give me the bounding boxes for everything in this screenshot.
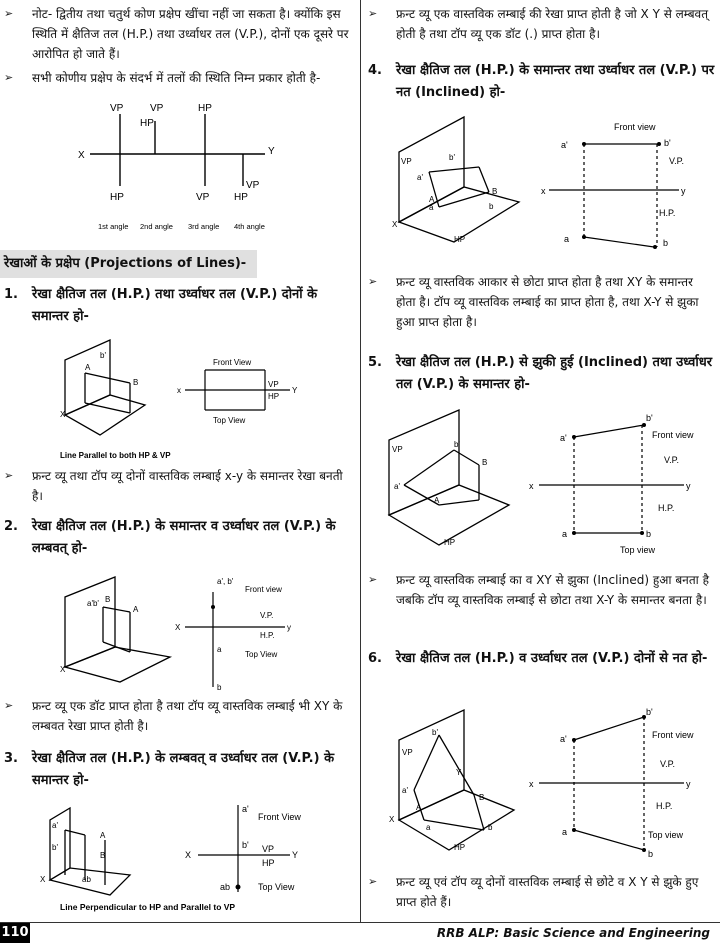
svg-text:a: a (562, 827, 568, 837)
svg-text:B: B (133, 378, 139, 387)
svg-text:Y: Y (292, 386, 298, 395)
y-label: Y (268, 146, 275, 157)
vp-label: VP (110, 103, 124, 114)
svg-text:VP: VP (268, 380, 279, 389)
hp-label: HP (110, 192, 124, 203)
svg-text:y: y (686, 481, 691, 491)
svg-text:B: B (105, 595, 111, 604)
svg-text:b': b' (432, 728, 438, 737)
angle-caption: 4th angle (234, 222, 265, 231)
svg-text:A: A (85, 363, 91, 372)
book-title: RRB ALP: Basic Science and Engineering (436, 926, 710, 940)
svg-text:b: b (663, 238, 669, 248)
svg-text:V.P.: V.P. (260, 611, 274, 620)
svg-text:b: b (488, 823, 493, 832)
svg-text:b: b (648, 849, 654, 859)
svg-text:a: a (564, 234, 570, 244)
arrow-bullet-icon: ➢ (368, 275, 378, 288)
svg-text:a: a (426, 823, 431, 832)
svg-text:H.P.: H.P. (260, 631, 275, 640)
svg-text:x: x (541, 186, 546, 196)
svg-text:H.P.: H.P. (658, 503, 675, 513)
bullet-case-3: ➢ फ्रन्ट व्यू एक वास्तविक लम्बाई की रेखा प्राप्त होती है जो X Y से लम्बवत् होती है तथा टॉप व्यू एक डॉट (.) प्राप्त होता है। (368, 4, 720, 48)
svg-text:a: a (217, 645, 222, 654)
svg-text:B: B (100, 851, 106, 860)
page-number: 110 (0, 923, 30, 943)
figure-caption: Line Parallel to both HP & VP (60, 451, 171, 460)
vp-label: VP (196, 192, 210, 203)
svg-text:VP: VP (402, 748, 413, 757)
svg-text:A: A (434, 496, 440, 505)
note-angle-projection: ➢ नोट- द्वितीय तथा चतुर्थ कोण प्रक्षेप खींचा नहीं जा सकता है। क्योंकि इस स्थिति में क्षैतिज तल (H.P.) तथा उर्ध्वाधर तल (V.P.), दोनों एक दूसरे पर आरोपित हो जाते हैं। (4, 4, 358, 66)
svg-text:a': a' (417, 173, 423, 182)
arrow-bullet-icon: ➢ (368, 875, 378, 888)
column-divider (360, 0, 361, 922)
front-view-label: Front view (652, 430, 694, 440)
front-view-label: Front View (258, 812, 301, 822)
svg-text:A: A (416, 803, 422, 812)
svg-text:VP: VP (392, 445, 403, 454)
svg-text:X: X (40, 875, 46, 884)
svg-text:b': b' (52, 843, 58, 852)
top-view-label: Top view (620, 545, 656, 555)
svg-text:b: b (489, 202, 494, 211)
front-view-label: Front view (652, 730, 694, 740)
svg-text:a': a' (560, 734, 567, 744)
figure-inclined-hp-parallel-vp (384, 405, 719, 560)
svg-text:V.P.: V.P. (669, 156, 685, 166)
svg-text:a'b': a'b' (87, 599, 99, 608)
angle-planes-figure (60, 96, 300, 241)
svg-text:a': a' (394, 482, 400, 491)
svg-text:a': a' (242, 804, 249, 814)
svg-text:b': b' (646, 413, 653, 423)
bullet-case-4: ➢ फ्रन्ट व्यू वास्तविक आकार से छोटा प्राप्त होता है तथा XY के समान्तर होता है। टॉप व्यू वास्तविक लम्बाई का प्राप्त होता है, तथा X-Y से झुका हुआ प्राप्त होता है। (368, 272, 720, 338)
svg-text:A: A (133, 605, 139, 614)
svg-text:VP: VP (401, 157, 412, 166)
svg-text:x: x (529, 481, 534, 491)
heading-case-3: 3. रेखा क्षैतिज तल (H.P.) के लम्बवत् व उर्ध्वाधर तल (V.P.) के समान्तर हो- (4, 751, 335, 788)
figure-line-parallel-both (55, 335, 305, 460)
svg-text:b: b (646, 529, 652, 539)
svg-text:b': b' (100, 351, 106, 360)
top-view-label: Top view (648, 830, 684, 840)
bullet-case-5: ➢ फ्रन्ट व्यू वास्तविक लम्बाई का व XY से झुका (Inclined) हुआ बनता है जबकि टॉप व्यू वास्तविक लम्बाई से छोटा तथा X-Y के समान्तर बनता है। (368, 570, 720, 636)
svg-text:X: X (185, 850, 192, 860)
svg-text:b': b' (454, 440, 460, 449)
bullet-case-1: ➢ फ्रन्ट व्यू तथा टॉप व्यू दोनों वास्तविक लम्बाई x-y के समान्तर रेखा बनती है। (4, 466, 358, 510)
svg-text:y: y (681, 186, 686, 196)
arrow-bullet-icon: ➢ (368, 7, 378, 20)
svg-text:H.P.: H.P. (656, 801, 673, 811)
arrow-bullet-icon: ➢ (4, 699, 14, 712)
bullet-case-6: ➢ फ्रन्ट व्यू एवं टॉप व्यू दोनों वास्तविक लम्बाई से छोटे व X Y से झुके हुए प्राप्त होते हैं। (368, 872, 720, 916)
svg-text:B: B (482, 458, 488, 467)
top-view-label: Top View (245, 650, 278, 659)
angle-caption: 3rd angle (188, 222, 220, 231)
hp-label: HP (140, 118, 154, 129)
arrow-bullet-icon: ➢ (4, 469, 14, 482)
svg-text:X: X (60, 665, 66, 674)
svg-text:B: B (492, 187, 498, 196)
svg-text:H.P.: H.P. (659, 208, 676, 218)
svg-text:HP: HP (444, 538, 456, 547)
figure-line-perp-vp (55, 572, 305, 692)
svg-text:X: X (389, 815, 395, 824)
svg-text:a': a' (560, 433, 567, 443)
arrow-bullet-icon: ➢ (4, 71, 14, 84)
hp-label: HP (198, 103, 212, 114)
top-view-label: Top View (213, 416, 246, 425)
svg-text:a: a (562, 529, 568, 539)
heading-case-4: 4. रेखा क्षैतिज तल (H.P.) के समान्तर तथा उर्ध्वाधर तल (V.P.) पर नत (Inclined) हो- (368, 63, 715, 100)
figure-inclined-both (384, 705, 719, 865)
x-label: X (78, 150, 85, 161)
svg-text:a': a' (561, 140, 568, 150)
section-title: रेखाओं के प्रक्षेप (Projections of Lines)- (0, 250, 257, 278)
page-footer (0, 922, 720, 943)
svg-text:ab: ab (82, 875, 91, 884)
svg-text:HP: HP (454, 235, 466, 244)
heading-case-1: 1. रेखा क्षैतिज तल (H.P.) तथा उर्ध्वाधर तल (V.P.) दोनों के समान्तर हो- (4, 287, 318, 324)
svg-text:HP: HP (454, 843, 466, 852)
svg-text:a': a' (402, 786, 408, 795)
svg-text:x: x (529, 779, 534, 789)
heading-case-5: 5. रेखा क्षैतिज तल (H.P.) से झुकी हुई (Inclined) तथा उर्ध्वाधर तल (V.P.) के समान्तर हो- (368, 355, 713, 392)
svg-text:X: X (60, 410, 66, 419)
hp-label: HP (234, 192, 248, 203)
figure-line-perp-hp (30, 800, 330, 918)
figure-caption: Line Perpendicular to HP and Parallel to VP (60, 902, 236, 912)
svg-text:a', b': a', b' (217, 577, 234, 586)
svg-text:b': b' (664, 138, 671, 148)
arrow-bullet-icon: ➢ (368, 573, 378, 586)
front-view-label: Front view (245, 585, 282, 594)
svg-text:Y: Y (292, 850, 299, 860)
svg-text:b': b' (242, 840, 249, 850)
heading-case-6: 6. रेखा क्षैतिज तल (H.P.) व उर्ध्वाधर तल (V.P.) दोनों से नत हो- (368, 651, 708, 666)
svg-text:X: X (175, 623, 181, 632)
svg-text:a': a' (52, 821, 58, 830)
svg-text:A: A (429, 195, 435, 204)
heading-case-2: 2. रेखा क्षैतिज तल (H.P.) के समान्तर व उर्ध्वाधर तल (V.P.) के लम्बवत् हो- (4, 519, 336, 556)
svg-text:Y: Y (456, 768, 462, 777)
front-view-label: Front view (614, 122, 656, 132)
vp-label: VP (246, 180, 260, 191)
note-plane-positions: ➢ सभी कोणीय प्रक्षेप के संदर्भ में तलों की स्थिति निम्न प्रकार होती है- (4, 68, 358, 90)
svg-text:HP: HP (268, 392, 280, 401)
svg-text:HP: HP (262, 858, 275, 868)
svg-text:a: a (429, 203, 434, 212)
svg-text:A: A (100, 831, 106, 840)
svg-text:ab: ab (220, 882, 231, 892)
svg-text:x: x (177, 386, 181, 395)
svg-text:y: y (686, 779, 691, 789)
svg-text:VP: VP (262, 844, 275, 854)
angle-caption: 2nd angle (140, 222, 173, 231)
vp-label: VP (150, 103, 164, 114)
svg-text:b': b' (646, 707, 653, 717)
arrow-bullet-icon: ➢ (4, 7, 14, 20)
svg-text:V.P.: V.P. (664, 455, 680, 465)
angle-caption: 1st angle (98, 222, 129, 231)
top-view-label: Top View (258, 882, 295, 892)
bullet-case-2: ➢ फ्रन्ट व्यू एक डॉट प्राप्त होता है तथा टॉप व्यू वास्तविक लम्बाई भी XY के लम्बवत रेखा प्राप्त होती है। (4, 696, 358, 740)
svg-text:b': b' (449, 153, 455, 162)
figure-parallel-hp-inclined-vp (389, 112, 719, 262)
svg-text:V.P.: V.P. (660, 759, 676, 769)
svg-text:y: y (287, 623, 291, 632)
svg-text:X: X (392, 220, 398, 229)
front-view-label: Front View (213, 358, 252, 367)
svg-text:b: b (217, 683, 222, 692)
svg-text:B: B (479, 793, 485, 802)
